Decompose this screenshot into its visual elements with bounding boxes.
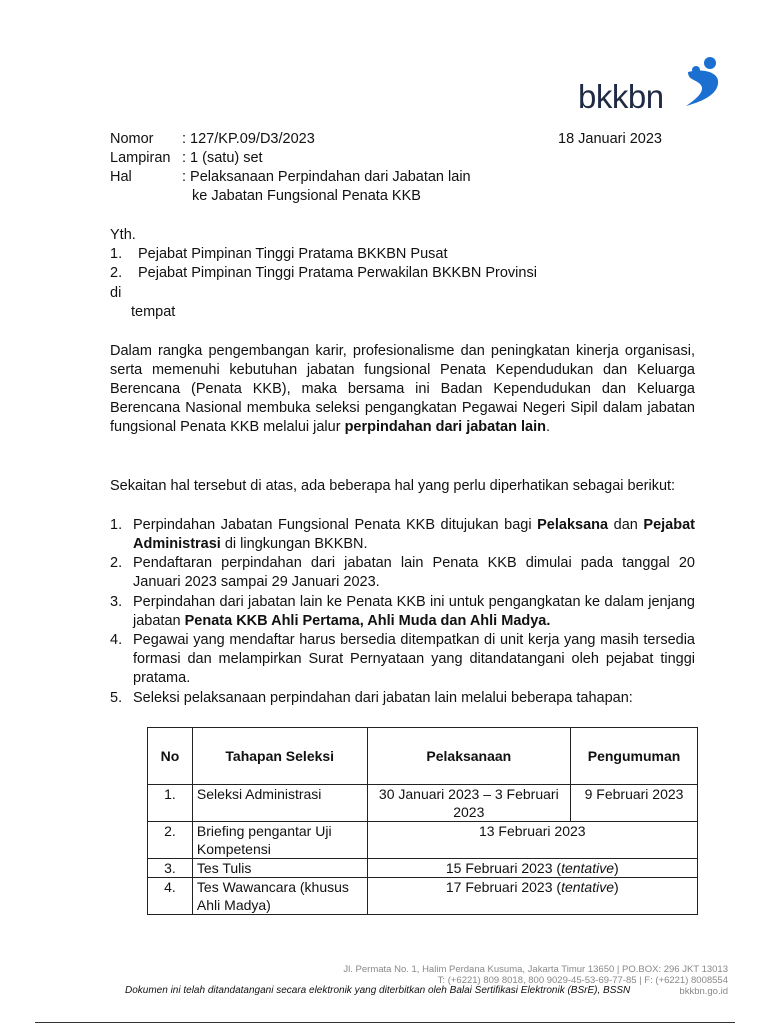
selection-schedule-table	[147, 727, 698, 915]
cell-no: 4.	[148, 878, 193, 915]
cell-no: 1.	[148, 785, 193, 822]
item-number: 5.	[110, 690, 123, 706]
cell-merged-date: 13 Februari 2023	[367, 822, 697, 859]
recipient-item: Pejabat Pimpinan Tinggi Pratama BKKBN Pusat	[138, 246, 448, 262]
item-number: 2.	[110, 555, 123, 571]
col-header-tahapan: Tahapan Seleksi	[192, 728, 367, 785]
list-item: Pendaftaran perpindahan dari jabatan lain Penata KKB dimulai pada tanggal 20 Januari 2023 sampai 29 Januari 2023.	[133, 555, 695, 590]
footer-divider	[35, 1022, 735, 1023]
electronic-signature-note: Dokumen ini telah ditandatangani secara elektronik yang diterbitkan oleh Balai Sertifikasi Elektronik (BSrE), BSSN	[125, 985, 631, 996]
context-paragraph: Sekaitan hal tersebut di atas, ada beberapa hal yang perlu diperhatikan sebagai berikut:	[110, 478, 676, 494]
nomor-value: : 127/KP.09/D3/2023	[182, 131, 315, 147]
cell-pengumuman: 9 Februari 2023	[571, 785, 698, 822]
lampiran-label: Lampiran	[110, 150, 171, 166]
di-label: di	[110, 285, 122, 301]
cell-tahapan: Briefing pengantar Uji Kompetensi	[192, 822, 367, 859]
lampiran-value: : 1 (satu) set	[182, 150, 263, 166]
table-row	[148, 822, 698, 859]
recipient-num: 2.	[110, 265, 123, 281]
cell-no: 2.	[148, 822, 193, 859]
recipient-num: 1.	[110, 246, 123, 262]
col-header-pelaksanaan: Pelaksanaan	[367, 728, 571, 785]
list-item: Perpindahan dari jabatan lain ke Penata KKB ini untuk pengangkatan ke dalam jenjang jabatan Penata KKB Ahli Pertama, Ahli Muda dan Ahli Madya.	[133, 594, 695, 629]
intro-paragraph: Dalam rangka pengembangan karir, profesionalisme dan peningkatan kinerja organisasi, serta memenuhi kebutuhan jabatan fungsional Penata Kependudukan dan Keluarga Berencana (Penata KKB), maka bersama ini Badan Kependudukan dan Keluarga Berencana Nasional membuka seleksi pengangkatan Pegawai Negeri Sipil dalam jabatan fungsional Penata KKB melalui jalur perpindahan dari jabatan lain.	[110, 343, 695, 435]
bkkbn-logo-text: bkkbn	[578, 78, 664, 115]
table-row	[148, 878, 698, 915]
cell-tahapan: Seleksi Administrasi	[192, 785, 367, 822]
footer-address: Jl. Permata No. 1, Halim Perdana Kusuma, Jakarta Timur 13650 | PO.BOX: 296 JKT 13013 T: (+6221) 809 8018, 800 9029-45-53-69-77-85 | F: (+6221) 8008554 bkkbn.go.id	[343, 964, 728, 997]
cell-tahapan: Tes Wawancara (khusus Ahli Madya)	[192, 878, 367, 915]
cell-pelaksanaan: 30 Januari 2023 – 3 Februari 2023	[367, 785, 571, 822]
list-item: Perpindahan Jabatan Fungsional Penata KKB ditujukan bagi Pelaksana dan Pejabat Administrasi di lingkungan BKKBN.	[133, 517, 696, 552]
table-row	[148, 785, 698, 822]
col-header-no: No	[148, 728, 193, 785]
item-number: 3.	[110, 594, 123, 610]
cell-no: 3.	[148, 859, 193, 878]
yth-label: Yth.	[110, 227, 136, 243]
cell-merged-date: 17 Februari 2023 (tentative)	[367, 878, 697, 915]
table-header-row	[148, 728, 698, 785]
hal-label: Hal	[110, 169, 132, 185]
table-row	[148, 859, 698, 878]
tempat-label: tempat	[131, 304, 176, 320]
col-header-pengumuman: Pengumuman	[571, 728, 698, 785]
item-number: 4.	[110, 632, 123, 648]
cell-tahapan: Tes Tulis	[192, 859, 367, 878]
recipient-item: Pejabat Pimpinan Tinggi Pratama Perwakilan BKKBN Provinsi	[138, 265, 537, 281]
nomor-label: Nomor	[110, 131, 154, 147]
hal-value-line1: : Pelaksanaan Perpindahan dari Jabatan lain	[182, 169, 471, 185]
list-item: Seleksi pelaksanaan perpindahan dari jabatan lain melalui beberapa tahapan:	[133, 690, 633, 706]
item-number: 1.	[110, 517, 123, 533]
letter-date: 18 Januari 2023	[558, 131, 662, 147]
hal-value-line2: ke Jabatan Fungsional Penata KKB	[192, 188, 421, 204]
cell-merged-date: 15 Februari 2023 (tentative)	[367, 859, 697, 878]
list-item: Pegawai yang mendaftar harus bersedia ditempatkan di unit kerja yang masih tersedia formasi dan melampirkan Surat Pernyataan yang ditandatangani oleh pejabat tinggi pratama.	[133, 632, 695, 686]
